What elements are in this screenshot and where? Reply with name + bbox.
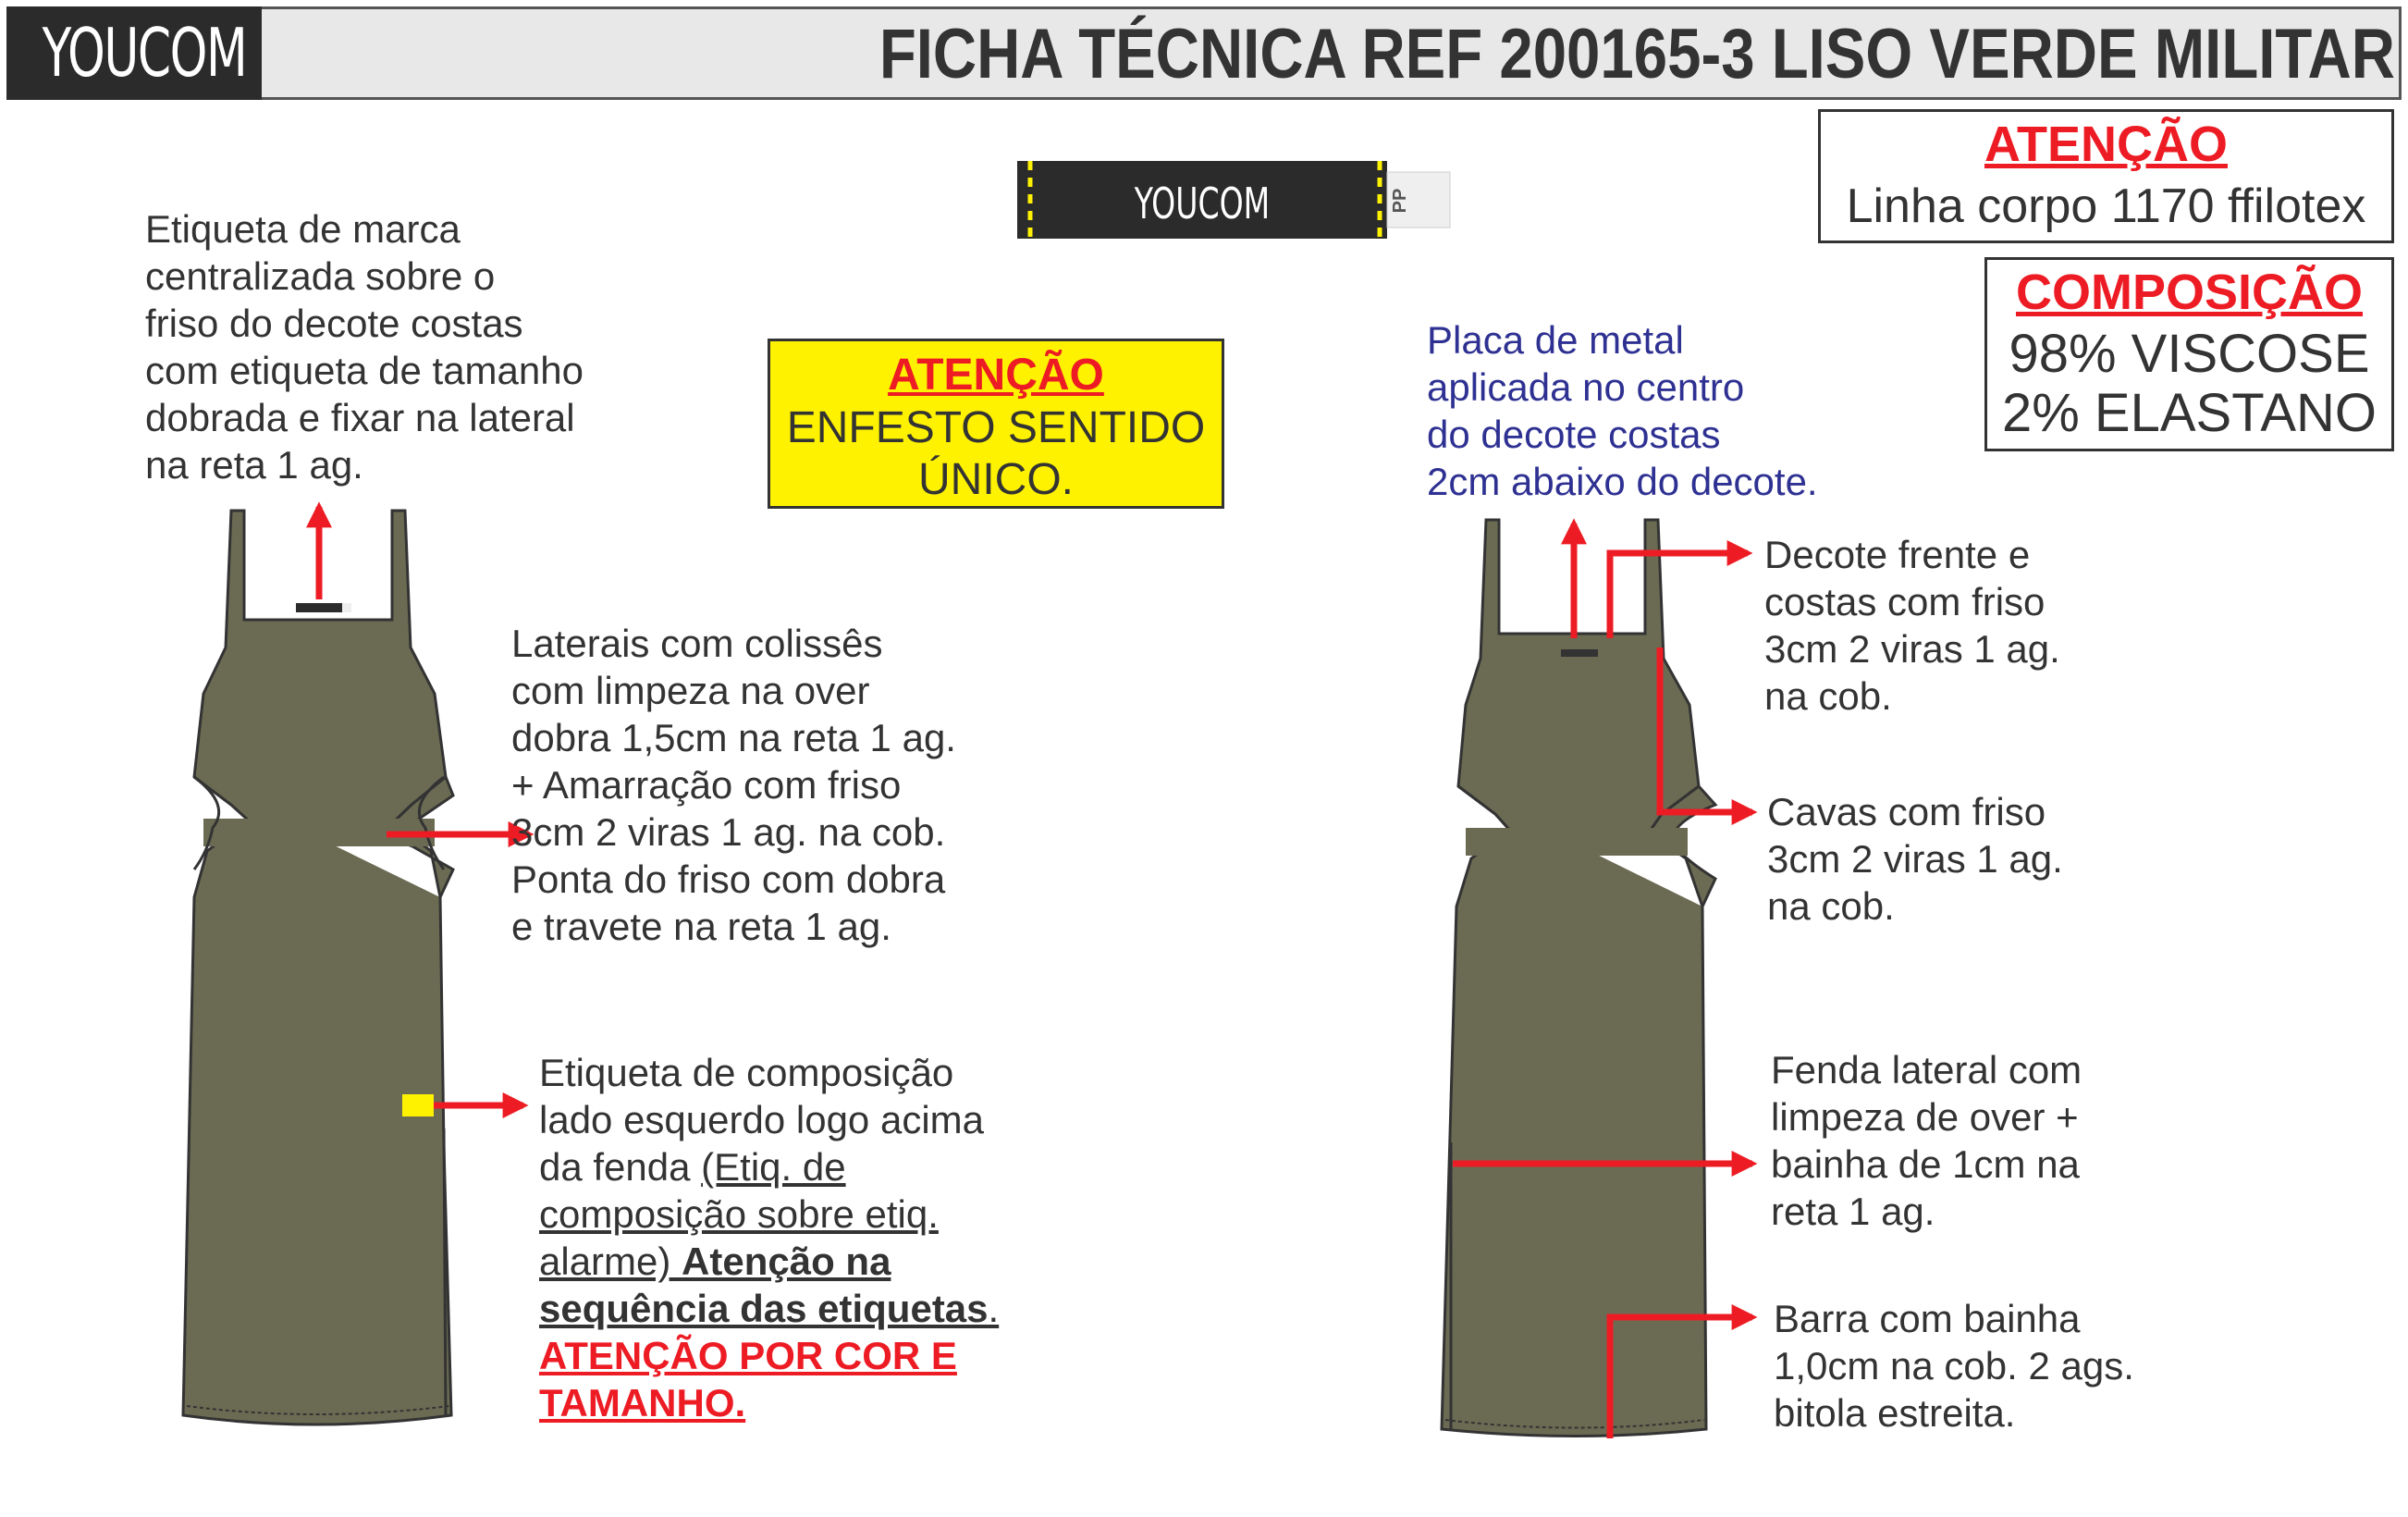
- note-composition-label: [539, 1049, 999, 1426]
- comp-red-line-1: ATENÇÃO POR COR E: [539, 1334, 957, 1377]
- comp-line-2: lado esquerdo logo acima: [539, 1098, 984, 1141]
- comp-line-5-b: Atenção na: [682, 1240, 891, 1283]
- comp-red-line-2-b: .: [734, 1381, 746, 1424]
- note-sides: Laterais com colissês com limpeza na over dobra 1,5cm na reta 1 ag. + Amarração com friso 3cm 2 viras 1 ag. na cob. Ponta do friso com dobra e travete na reta 1 ag.: [511, 622, 956, 948]
- label-brand-text: YOUCOM: [1134, 179, 1271, 228]
- comp-line-6: [539, 1285, 999, 1332]
- page-title: FICHA TÉCNICA REF 200165-3 LISO VERDE MILITAR: [878, 15, 2395, 93]
- note-metal-plate: Placa de metal aplicada no centro do decote costas 2cm abaixo do decote.: [1427, 318, 1818, 503]
- comp-line-1: Etiqueta de composição: [539, 1051, 954, 1094]
- note-neckline: Decote frente e costas com friso 3cm 2 viras 1 ag. na cob.: [1764, 533, 2060, 718]
- thread-attention-text: Linha corpo 1170 ffilotex: [1846, 179, 2366, 233]
- note-brand-label: Etiqueta de marca centralizada sobre o friso do decote costas com etiqueta de tamanho dobrada e fixar na lateral na reta 1 ag.: [145, 207, 584, 487]
- brand-logo-text: YOUCOM: [42, 14, 247, 92]
- comp-red-line-2: [539, 1379, 999, 1426]
- comp-line-6-b: .: [988, 1287, 1000, 1330]
- note-armholes: Cavas com friso 3cm 2 viras 1 ag. na cob.: [1767, 790, 2063, 928]
- composition-title: COMPOSIÇÃO: [2015, 265, 2364, 320]
- comp-line-3: [539, 1143, 999, 1190]
- size-tag-text: PP: [1390, 188, 1410, 214]
- spread-attention-line-2: ÚNICO.: [918, 455, 1074, 504]
- comp-line-5: [539, 1238, 999, 1285]
- comp-line-3-b: (Etiq. de: [701, 1145, 846, 1189]
- comp-line-3-a: da fenda: [539, 1145, 702, 1189]
- comp-line-5-a: alarme): [539, 1240, 682, 1283]
- spread-attention-line-1: ENFESTO SENTIDO: [786, 403, 1206, 452]
- spread-attention-title: ATENÇÃO: [888, 351, 1104, 400]
- composition-line-1: 98% VISCOSE: [2009, 324, 2370, 384]
- note-hem: Barra com bainha 1,0cm na cob. 2 ags. bitola estreita.: [1774, 1297, 2134, 1435]
- note-slit: Fenda lateral com limpeza de over + bainha de 1cm na reta 1 ag.: [1771, 1048, 2082, 1233]
- comp-red-line-2-a: TAMANHO: [539, 1381, 735, 1424]
- composition-line-2: 2% ELASTANO: [2001, 383, 2377, 443]
- comp-line-4: composição sobre etiq.: [539, 1192, 939, 1236]
- thread-attention-title: ATENÇÃO: [1984, 117, 2228, 172]
- comp-line-6-a: sequência das etiquetas: [539, 1287, 989, 1330]
